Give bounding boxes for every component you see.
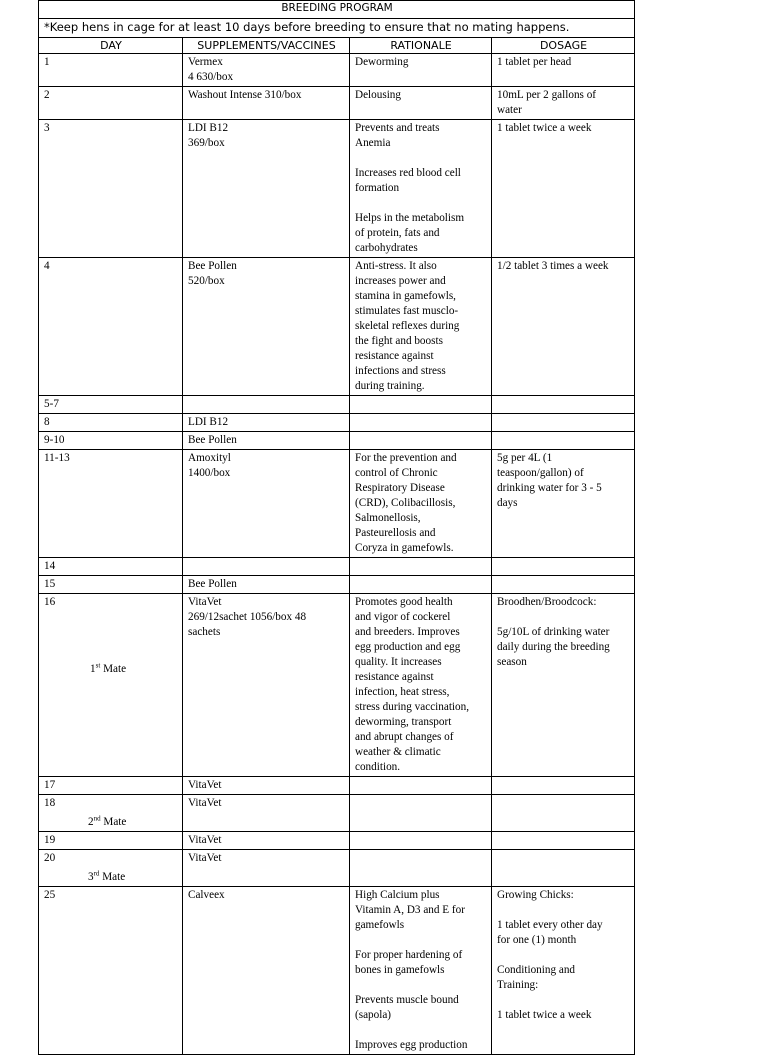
text-line: gamefowls (355, 919, 405, 931)
blank-line (355, 151, 487, 166)
mate-label (88, 815, 178, 830)
text-line: Growing Chicks: (497, 889, 574, 901)
dosage-cell (492, 576, 635, 594)
supplement-cell (183, 850, 350, 887)
supplement-cell (183, 54, 350, 87)
text-line: resistance against (355, 671, 434, 683)
day-cell (39, 795, 183, 832)
supplement-cell (183, 777, 350, 795)
text-line: days (497, 497, 518, 509)
day-cell (39, 576, 183, 594)
day-cell (39, 396, 183, 414)
day-cell (39, 594, 183, 777)
text-line: Delousing (355, 89, 401, 101)
text-line: 1 tablet twice a week (497, 1009, 592, 1021)
text-line: 1 tablet per head (497, 56, 572, 68)
rationale-cell (350, 54, 492, 87)
text-line: 269/12sachet 1056/box 48 (188, 611, 307, 623)
day-value: 20 (44, 852, 56, 864)
text-line: Prevents and treats (355, 122, 440, 134)
day-value: 1 (44, 56, 50, 68)
mate-number: 1 (90, 663, 96, 675)
dosage-cell (492, 777, 635, 795)
blank-line (497, 610, 630, 625)
dosage-cell (492, 887, 635, 1055)
table-row (39, 396, 635, 414)
day-value: 4 (44, 260, 50, 272)
text-line: LDI B12 (188, 416, 229, 428)
text-line: VitaVet (188, 852, 222, 864)
dosage-cell (492, 258, 635, 396)
table-row (39, 450, 635, 558)
table-row (39, 887, 635, 1055)
document-page (38, 0, 634, 1055)
text-line: 5g per 4L (1 (497, 452, 553, 464)
text-line: stress during vaccination, (355, 701, 470, 713)
rationale-cell (350, 558, 492, 576)
supplement-cell (183, 432, 350, 450)
text-line: the fight and boosts (355, 335, 443, 347)
dosage-cell (492, 558, 635, 576)
day-value: 17 (44, 779, 56, 791)
breeding-program-table (38, 0, 635, 1055)
supplement-cell (183, 832, 350, 850)
text-line: 1400/box (188, 467, 231, 479)
text-line: 1/2 tablet 3 times a week (497, 260, 609, 272)
text-line: 1 tablet every other day (497, 919, 603, 931)
rationale-cell (350, 850, 492, 887)
mate-number: 3 (88, 871, 94, 883)
text-line: and breeders. Improves (355, 626, 460, 638)
text-line: formation (355, 182, 400, 194)
text-line: Improves egg production (355, 1039, 468, 1051)
text-line: water (497, 104, 522, 116)
text-line: Salmonellosis, (355, 512, 421, 524)
text-line: and abrupt changes of (355, 731, 454, 743)
blank-line (497, 903, 630, 918)
text-line: Respiratory Disease (355, 482, 445, 494)
text-line: (CRD), Colibacillosis, (355, 497, 456, 509)
text-line: Washout Intense 310/box (188, 89, 302, 101)
table-row (39, 120, 635, 258)
day-cell (39, 120, 183, 258)
text-line: Anti-stress. It also (355, 260, 437, 272)
text-line: 5g/10L of drinking water (497, 626, 610, 638)
breeding-note: *Keep hens in cage for at least 10 days before breeding to ensure that no mating happens. (39, 19, 635, 38)
text-line: VitaVet (188, 834, 222, 846)
text-line: 369/box (188, 137, 225, 149)
table-row (39, 414, 635, 432)
day-cell (39, 558, 183, 576)
dosage-cell (492, 120, 635, 258)
mate-ordinal-suffix: nd (93, 814, 101, 823)
rationale-cell (350, 450, 492, 558)
rationale-cell (350, 887, 492, 1055)
supplement-cell (183, 87, 350, 120)
day-cell (39, 258, 183, 396)
day-cell (39, 54, 183, 87)
text-line: Promotes good health (355, 596, 453, 608)
text-line: For the prevention and (355, 452, 457, 464)
text-line: VitaVet (188, 797, 222, 809)
text-line: Amoxityl (188, 452, 231, 464)
rationale-cell (350, 777, 492, 795)
day-cell (39, 432, 183, 450)
blank-line (355, 933, 487, 948)
table-row (39, 850, 635, 887)
text-line: VitaVet (188, 596, 222, 608)
text-line: sachets (188, 626, 221, 638)
supplement-cell (183, 258, 350, 396)
text-line: Deworming (355, 56, 409, 68)
supplement-cell (183, 576, 350, 594)
day-value: 18 (44, 797, 56, 809)
header-row (39, 38, 635, 54)
table-row (39, 594, 635, 777)
text-line: Bee Pollen (188, 434, 237, 446)
text-line: drinking water for 3 - 5 (497, 482, 602, 494)
day-cell (39, 414, 183, 432)
text-line: increases power and (355, 275, 446, 287)
table-title: BREEDING PROGRAM (39, 1, 635, 19)
text-line: High Calcium plus (355, 889, 440, 901)
day-value: 8 (44, 416, 50, 428)
text-line: stimulates fast musclo- (355, 305, 459, 317)
rationale-cell (350, 414, 492, 432)
text-line: 10mL per 2 gallons of (497, 89, 597, 101)
dosage-cell (492, 396, 635, 414)
dosage-cell (492, 87, 635, 120)
day-cell (39, 887, 183, 1055)
text-line: carbohydrates (355, 242, 418, 254)
mate-label (90, 662, 178, 677)
blank-line (355, 978, 487, 993)
day-cell (39, 87, 183, 120)
day-cell (39, 850, 183, 887)
text-line: season (497, 656, 527, 668)
blank-line (497, 948, 630, 963)
text-line: for one (1) month (497, 934, 577, 946)
dosage-cell (492, 795, 635, 832)
rationale-cell (350, 432, 492, 450)
mate-word: Mate (100, 816, 127, 828)
text-line: 4 630/box (188, 71, 234, 83)
text-line: weather & climatic (355, 746, 441, 758)
text-line: For proper hardening of (355, 949, 463, 961)
text-line: egg production and egg (355, 641, 461, 653)
supplement-cell (183, 396, 350, 414)
text-line: Anemia (355, 137, 391, 149)
supplement-cell (183, 795, 350, 832)
day-value: 3 (44, 122, 50, 134)
rationale-cell (350, 120, 492, 258)
day-value: 14 (44, 560, 56, 572)
text-line: during training. (355, 380, 425, 392)
rationale-cell (350, 258, 492, 396)
day-value: 19 (44, 834, 56, 846)
day-value: 5-7 (44, 398, 59, 410)
blank-line (355, 1023, 487, 1038)
text-line: Bee Pollen (188, 260, 237, 272)
dosage-cell (492, 832, 635, 850)
mate-ordinal-suffix: st (95, 661, 101, 670)
text-line: Helps in the metabolism (355, 212, 465, 224)
text-line: Prevents muscle bound (355, 994, 459, 1006)
mate-ordinal-suffix: rd (93, 869, 100, 878)
mate-label (88, 870, 178, 885)
text-line: stamina in gamefowls, (355, 290, 456, 302)
table-row (39, 87, 635, 120)
table-row (39, 54, 635, 87)
text-line: Vitamin A, D3 and E for (355, 904, 465, 916)
text-line: Conditioning and (497, 964, 576, 976)
column-header-rationale: RATIONALE (350, 38, 492, 54)
text-line: Pasteurellosis and (355, 527, 436, 539)
text-line: bones in gamefowls (355, 964, 445, 976)
column-header-day: DAY (39, 38, 183, 54)
text-line: and vigor of cockerel (355, 611, 451, 623)
blank-line (355, 196, 487, 211)
mate-word: Mate (99, 871, 126, 883)
text-line: resistance against (355, 350, 434, 362)
dosage-cell (492, 850, 635, 887)
text-line: 520/box (188, 275, 225, 287)
table-row (39, 258, 635, 396)
rationale-cell (350, 594, 492, 777)
text-line: teaspoon/gallon) of (497, 467, 584, 479)
text-line: Increases red blood cell (355, 167, 461, 179)
text-line: Broodhen/Broodcock: (497, 596, 597, 608)
text-line: condition. (355, 761, 401, 773)
text-line: quality. It increases (355, 656, 442, 668)
table-row (39, 777, 635, 795)
rationale-cell (350, 396, 492, 414)
rationale-cell (350, 576, 492, 594)
day-value: 9-10 (44, 434, 65, 446)
rationale-cell (350, 795, 492, 832)
day-value: 2 (44, 89, 50, 101)
dosage-cell (492, 594, 635, 777)
text-line: Coryza in gamefowls. (355, 542, 454, 554)
table-row (39, 432, 635, 450)
supplement-cell (183, 558, 350, 576)
text-line: skeletal reflexes during (355, 320, 460, 332)
day-cell (39, 777, 183, 795)
rationale-cell (350, 832, 492, 850)
dosage-cell (492, 450, 635, 558)
day-cell (39, 450, 183, 558)
text-line: Calveex (188, 889, 225, 901)
dosage-cell (492, 432, 635, 450)
text-line: Vermex (188, 56, 223, 68)
text-line: of protein, fats and (355, 227, 440, 239)
column-header-dosage: DOSAGE (492, 38, 635, 54)
text-line: infections and stress (355, 365, 446, 377)
text-line: VitaVet (188, 779, 222, 791)
column-header-supplements: SUPPLEMENTS/VACCINES (183, 38, 350, 54)
table-row (39, 795, 635, 832)
mate-number: 2 (88, 816, 94, 828)
text-line: deworming, transport (355, 716, 452, 728)
supplement-cell (183, 594, 350, 777)
table-row (39, 558, 635, 576)
day-value: 11-13 (44, 452, 70, 464)
text-line: daily during the breeding (497, 641, 610, 653)
supplement-cell (183, 887, 350, 1055)
text-line: 1 tablet twice a week (497, 122, 592, 134)
text-line: (sapola) (355, 1009, 392, 1021)
text-line: Training: (497, 979, 539, 991)
dosage-cell (492, 54, 635, 87)
day-value: 25 (44, 889, 56, 901)
dosage-cell (492, 414, 635, 432)
table-row (39, 576, 635, 594)
text-line: Bee Pollen (188, 578, 237, 590)
text-line: control of Chronic (355, 467, 438, 479)
day-cell (39, 832, 183, 850)
table-row (39, 832, 635, 850)
mate-word: Mate (100, 663, 127, 675)
text-line: LDI B12 (188, 122, 229, 134)
day-value: 16 (44, 596, 56, 608)
blank-line (497, 993, 630, 1008)
supplement-cell (183, 120, 350, 258)
supplement-cell (183, 450, 350, 558)
rationale-cell (350, 87, 492, 120)
day-value: 15 (44, 578, 56, 590)
text-line: infection, heat stress, (355, 686, 450, 698)
supplement-cell (183, 414, 350, 432)
